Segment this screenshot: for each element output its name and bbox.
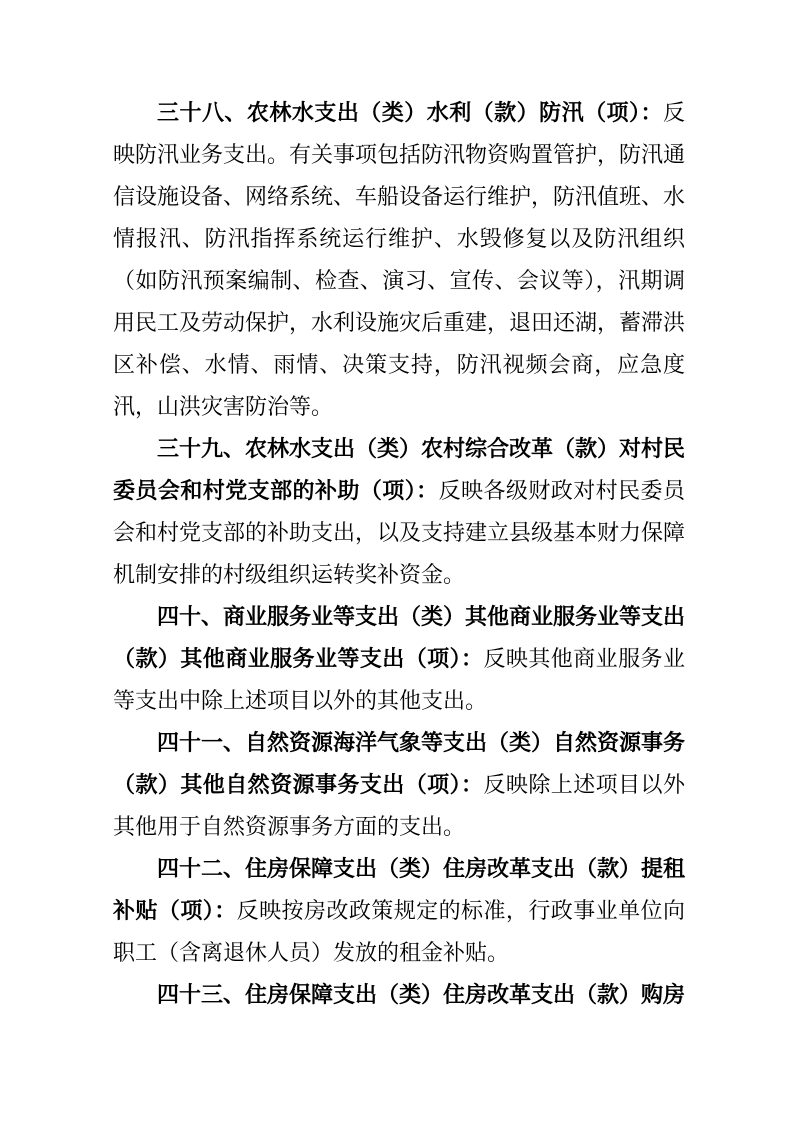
section-body-text: 反映各级财政对村民委员会和村党支部的补助支出，以及支持建立县级基本财力保障机制安排的村级组织运转奖补资金。 — [113, 478, 686, 587]
paragraph-item-43 — [113, 974, 685, 1016]
paragraph-item-41 — [113, 722, 685, 848]
section-heading: 四十一、自然资源海洋气象等支出（类）自然资源事务（款）其他自然资源事务支出（项）： — [113, 730, 686, 797]
section-heading: 四十二、住房保障支出（类）住房改革支出（款）提租补贴（项）： — [113, 856, 686, 923]
section-body-text: 反映按房改政策规定的标准，行政事业单位向职工（含离退休人员）发放的租金补贴。 — [113, 898, 685, 965]
paragraph-item-39 — [113, 428, 685, 596]
section-heading: 四十三、住房保障支出（类）住房改革支出（款）购房 — [157, 982, 686, 1007]
section-heading: 三十九、农林水支出（类）农村综合改革（款）对村民委员会和村党支部的补助（项）： — [113, 436, 686, 503]
paragraph-item-40 — [113, 596, 685, 722]
section-body-text: 反映其他商业服务业等支出中除上述项目以外的其他支出。 — [113, 646, 685, 713]
section-heading: 三十八、农林水支出（类）水利（款）防汛（项）： — [157, 100, 663, 125]
section-heading: 四十、商业服务业等支出（类）其他商业服务业等支出（款）其他商业服务业等支出（项）： — [113, 604, 686, 671]
section-body-text: 反映防汛业务支出。有关事项包括防汛物资购置管护，防汛通信设施设备、网络系统、车船设备运行维护，防汛值班、水情报汛、防汛指挥系统运行维护、水毁修复以及防汛组织（如防汛预案编制、检查、演习、宣传、会议等），汛期调用民工及劳动保护，水利设施灾后重建，退田还湖，蓄滞洪区补偿、水情、雨情、决策支持，防汛视频会商，应急度汛，山洪灾害防治等。 — [113, 100, 686, 419]
section-body-text: 反映除上述项目以外其他用于自然资源事务方面的支出。 — [113, 772, 685, 839]
paragraph-item-38 — [113, 92, 685, 428]
paragraph-item-42 — [113, 848, 685, 974]
